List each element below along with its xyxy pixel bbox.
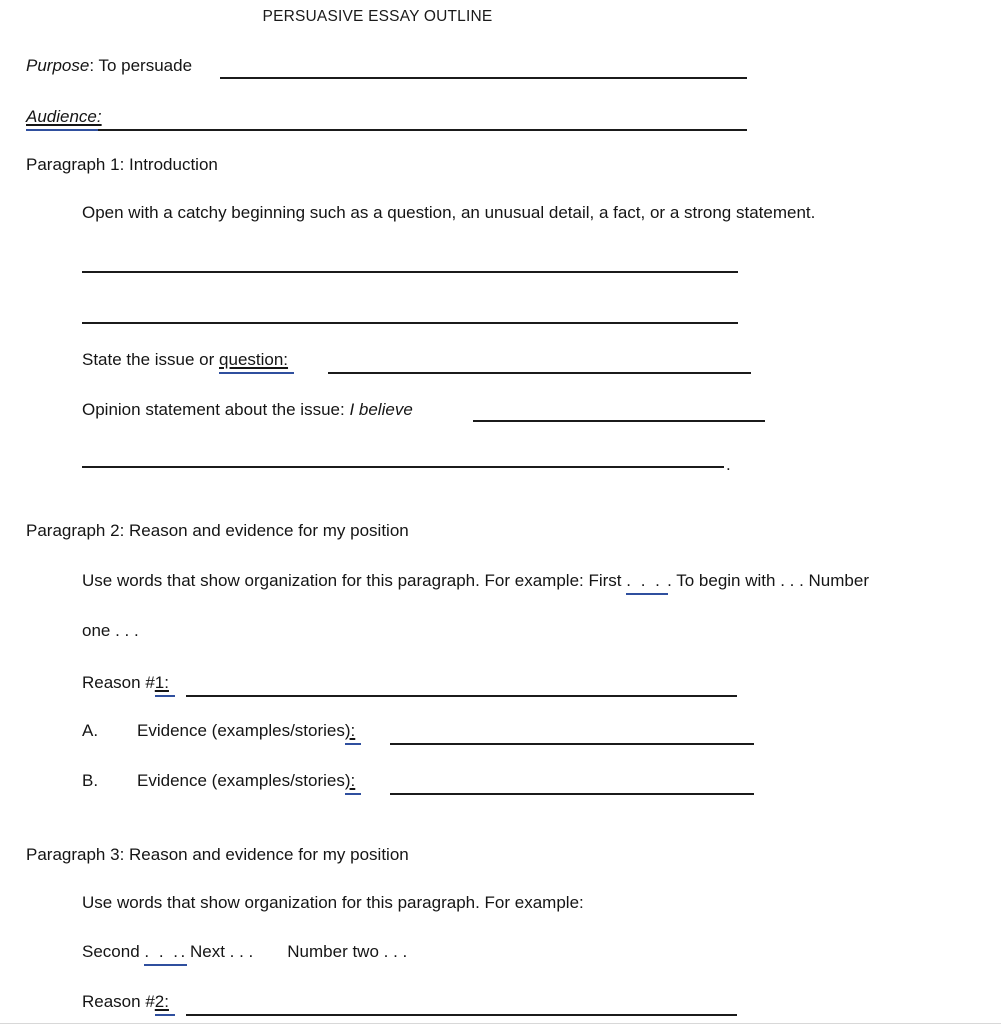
paragraph3-transitions-suffix: . Next . . . <box>180 942 254 961</box>
opinion-statement-line <box>82 401 413 420</box>
paragraph2-reason-blank-rule[interactable] <box>186 695 737 697</box>
paragraph3-reason-blank-rule[interactable] <box>186 1014 737 1016</box>
page-title: PERSUASIVE ESSAY OUTLINE <box>262 8 493 25</box>
paragraph3-heading: Paragraph 3: Reason and evidence for my position <box>26 845 409 864</box>
purpose-line <box>26 57 192 76</box>
evidence-a-colon: ): <box>344 721 356 740</box>
paragraph2-heading: Paragraph 2: Reason and evidence for my position <box>26 521 409 540</box>
paragraph3-transitions-tail: Number two . . . <box>287 942 408 961</box>
evidence-b-text: Evidence (examples/stories <box>137 771 345 790</box>
audience-line <box>26 108 102 127</box>
paragraph2-ellipsis-blue: . . . <box>626 571 663 590</box>
paragraph1-heading: Paragraph 1: Introduction <box>26 155 218 174</box>
paragraph1-blank-rule-1[interactable] <box>82 271 738 273</box>
paragraph3-reason-line <box>82 993 169 1012</box>
paragraph2-instruction-prefix: Use words that show organization for this paragraph. For example: First <box>82 571 627 590</box>
state-issue-prefix: State the issue or <box>82 350 220 369</box>
paragraph1-blank-rule-2[interactable] <box>82 322 738 324</box>
paragraph3-ellipsis-blue: . . . <box>144 942 181 961</box>
evidence-a-line <box>137 722 355 741</box>
opinion-blank-rule[interactable] <box>473 420 765 422</box>
paragraph2-instruction-line1 <box>82 572 869 591</box>
state-issue-line <box>82 351 288 370</box>
paragraph3-reason-label: Reason # <box>82 992 155 1011</box>
opinion-prefix: Opinion statement about the issue: <box>82 400 350 419</box>
paragraph3-transitions-line <box>82 943 407 962</box>
audience-label: Audience: <box>26 107 102 126</box>
paragraph2-instruction-suffix: . To begin with . . . Number <box>662 571 869 590</box>
purpose-value: To persuade <box>98 56 193 75</box>
evidence-a-blank-rule[interactable] <box>390 743 754 745</box>
purpose-label: Purpose <box>26 56 90 75</box>
purpose-separator: : <box>89 56 99 75</box>
evidence-b-line <box>137 772 355 791</box>
paragraph1-closing-period: . <box>726 455 731 474</box>
state-issue-blank-rule[interactable] <box>328 372 751 374</box>
paragraph2-reason-line <box>82 674 169 693</box>
paragraph1-blank-rule-3[interactable] <box>82 466 724 468</box>
purpose-blank-rule[interactable] <box>220 77 747 79</box>
paragraph3-instruction: Use words that show organization for this paragraph. For example: <box>82 893 584 912</box>
paragraph2-instruction-line2: one . . . <box>82 621 139 640</box>
paragraph2-reason-label: Reason # <box>82 673 155 692</box>
paragraph3-reason-number: 2: <box>154 992 169 1011</box>
evidence-b-colon: ): <box>344 771 356 790</box>
paragraph1-instruction: Open with a catchy beginning such as a question, an unusual detail, a fact, or a strong statement. <box>82 203 816 222</box>
opinion-italic-stem: I believe <box>349 400 413 419</box>
evidence-b-blank-rule[interactable] <box>390 793 754 795</box>
audience-blank-rule[interactable] <box>98 129 747 131</box>
evidence-a-marker: A. <box>82 721 99 740</box>
evidence-b-marker: B. <box>82 771 99 790</box>
state-issue-question-word: question: <box>219 350 289 369</box>
paragraph3-transitions-prefix: Second <box>82 942 145 961</box>
paragraph2-reason-number: 1: <box>154 673 169 692</box>
evidence-a-text: Evidence (examples/stories <box>137 721 345 740</box>
